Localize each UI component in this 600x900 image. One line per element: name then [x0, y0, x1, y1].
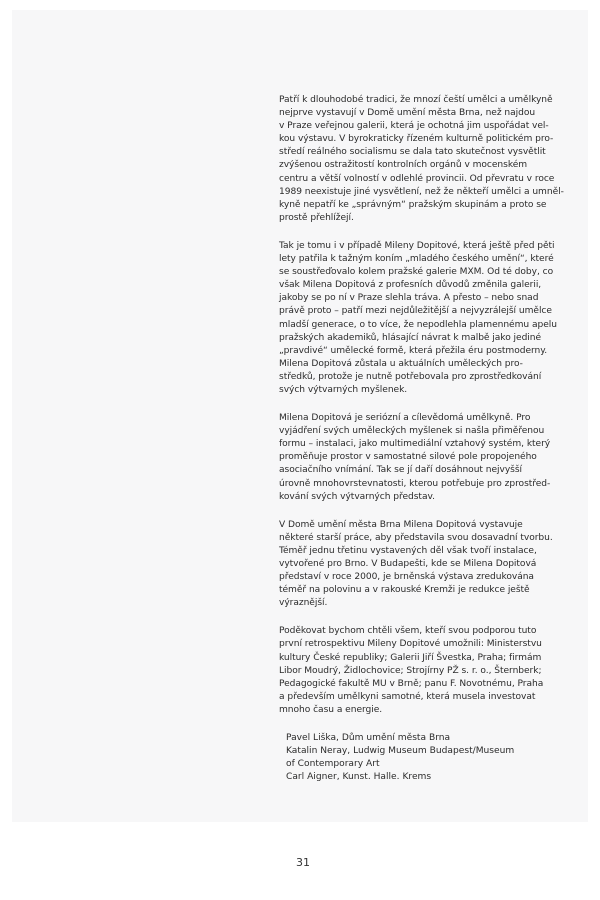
text-line: proměňuje prostor v samostatné silové pole propojeného	[279, 452, 537, 463]
text-line: Milena Dopitová zůstala u aktuálních uměleckých pro-	[279, 358, 523, 369]
text-line: centru a větší volností v odlehlé provincii. Od převratu v roce	[279, 173, 555, 184]
text-line: úrovně mnohovrstevnatosti, kterou potřebuje pro zprostřed-	[279, 478, 551, 489]
text-line: kultury České republiky; Galerii Jiří Švestka, Praha; firmám	[279, 652, 542, 663]
text-line: mnoho času a energie.	[279, 704, 383, 715]
signature-block	[286, 732, 586, 784]
text-line: středků, protože je nutně potřebovala pro zprostředkování	[279, 371, 542, 382]
text-line: 1989 neexistuje jiné vysvětlení, než že někteří umělci a umněl-	[279, 186, 564, 197]
text-line: téměř na polovinu a v rakouské Kremži je redukce ještě	[279, 585, 530, 596]
text-line: vyjádření svých uměleckých myšlenek si našla přiměřenou	[279, 426, 545, 437]
text-line: se soustřeďovalo kolem pražské galerie MXM. Od té doby, co	[279, 267, 554, 278]
text-line: vytvořené pro Brno. V Budapešti, kde se Milena Dopitová	[279, 559, 537, 569]
text-line: některé starší práce, aby představila svou dosavadní tvorbu.	[279, 532, 553, 543]
signature-line: Carl Aigner, Kunst. Halle. Krems	[286, 772, 432, 783]
text-line: však Milena Dopitová z profesních důvodů změnila galerii,	[279, 280, 542, 291]
text-line: zvýšenou ostražitostí kontrolních orgánů v mocenském	[279, 160, 528, 171]
text-line: představí v roce 2000, je brněnská výstava zredukována	[279, 572, 534, 583]
text-line: asociačního vnímání. Tak se jí daří dosáhnout nejvyšší	[279, 465, 523, 476]
text-line: pražských akademiků, hlásající návrat k malbě jako jediné	[279, 332, 542, 343]
text-line: „pravdivé“ umělecké formě, která přežila éru postmoderny.	[279, 345, 548, 356]
paragraph-acknowledgements	[279, 625, 579, 717]
text-line: kyně nepatří ke „správným“ pražským skupinám a proto se	[279, 199, 547, 210]
text-line: formu – instalaci, jako multimediální vztahový systém, který	[279, 439, 551, 450]
text-line: v Praze veřejnou galerii, která je ochotná jim uspořádat vel-	[279, 121, 549, 132]
text-line: svých výtvarných myšlenek.	[279, 384, 408, 395]
signature-line: Katalin Neray, Ludwig Museum Budapest/Museum	[286, 746, 515, 757]
text-line: Poděkovat bychom chtěli všem, kteří svou podporou tuto	[279, 626, 537, 637]
text-line: Patří k dlouhodobé tradici, že mnozí čeští umělci a umělkyně	[279, 95, 553, 105]
text-line: a především umělkyni samotné, která musela investovat	[279, 691, 536, 702]
text-line: výraznější.	[279, 598, 328, 609]
text-line: jakoby se po ní v Praze slehla tráva. A přesto – nebo snad	[279, 293, 539, 304]
text-line: první retrospektivu Mileny Dopitové umožnili: Ministerstvu	[279, 639, 542, 650]
text-line: nejprve vystavují v Domě umění města Brna, než najdou	[279, 108, 536, 119]
text-line: Pedagogické fakultě MU v Brně; panu F. Novotnému, Praha	[279, 678, 544, 689]
text-line: středí reálného socialismu se dala tato skutečnost vysvětlit	[279, 147, 546, 158]
paragraph-exhibition	[279, 519, 579, 611]
text-line: právě proto – patří mezi nejdůležitější a nejvyzrálejší umělce	[279, 306, 552, 317]
body-text	[279, 94, 579, 732]
text-line: mladší generace, o to více, že nepodlehla plamennému apelu	[279, 319, 557, 330]
page-number: 31	[296, 856, 310, 869]
text-line: Tak je tomu i v případě Mileny Dopitové, která ještě před pěti	[279, 240, 555, 251]
paragraph-artist-approach	[279, 412, 579, 504]
paragraph-dopitova-prague	[279, 240, 579, 397]
text-line: Téměř jednu třetinu vystavených děl však tvoří instalace,	[279, 545, 537, 556]
text-line: Milena Dopitová je seriózní a cílevědomá umělkyně. Pro	[279, 413, 531, 424]
text-line: prostě přehlížejí.	[279, 212, 354, 223]
paragraph-tradition	[279, 94, 579, 225]
text-line: kování svých výtvarných představ.	[279, 491, 435, 502]
signature-line: of Contemporary Art	[286, 759, 380, 770]
signature-line: Pavel Liška, Dům umění města Brna	[286, 733, 451, 743]
text-line: lety patřila k tažným koním „mladého českého umění“, které	[279, 254, 554, 265]
text-line: kou výstavu. V byrokraticky řízeném kulturně politickém pro-	[279, 134, 554, 145]
text-line: Libor Moudrý, Židlochovice; Strojírny PŽ s. r. o., Šternberk;	[279, 665, 542, 676]
text-line: V Domě umění města Brna Milena Dopitová vystavuje	[279, 519, 523, 530]
